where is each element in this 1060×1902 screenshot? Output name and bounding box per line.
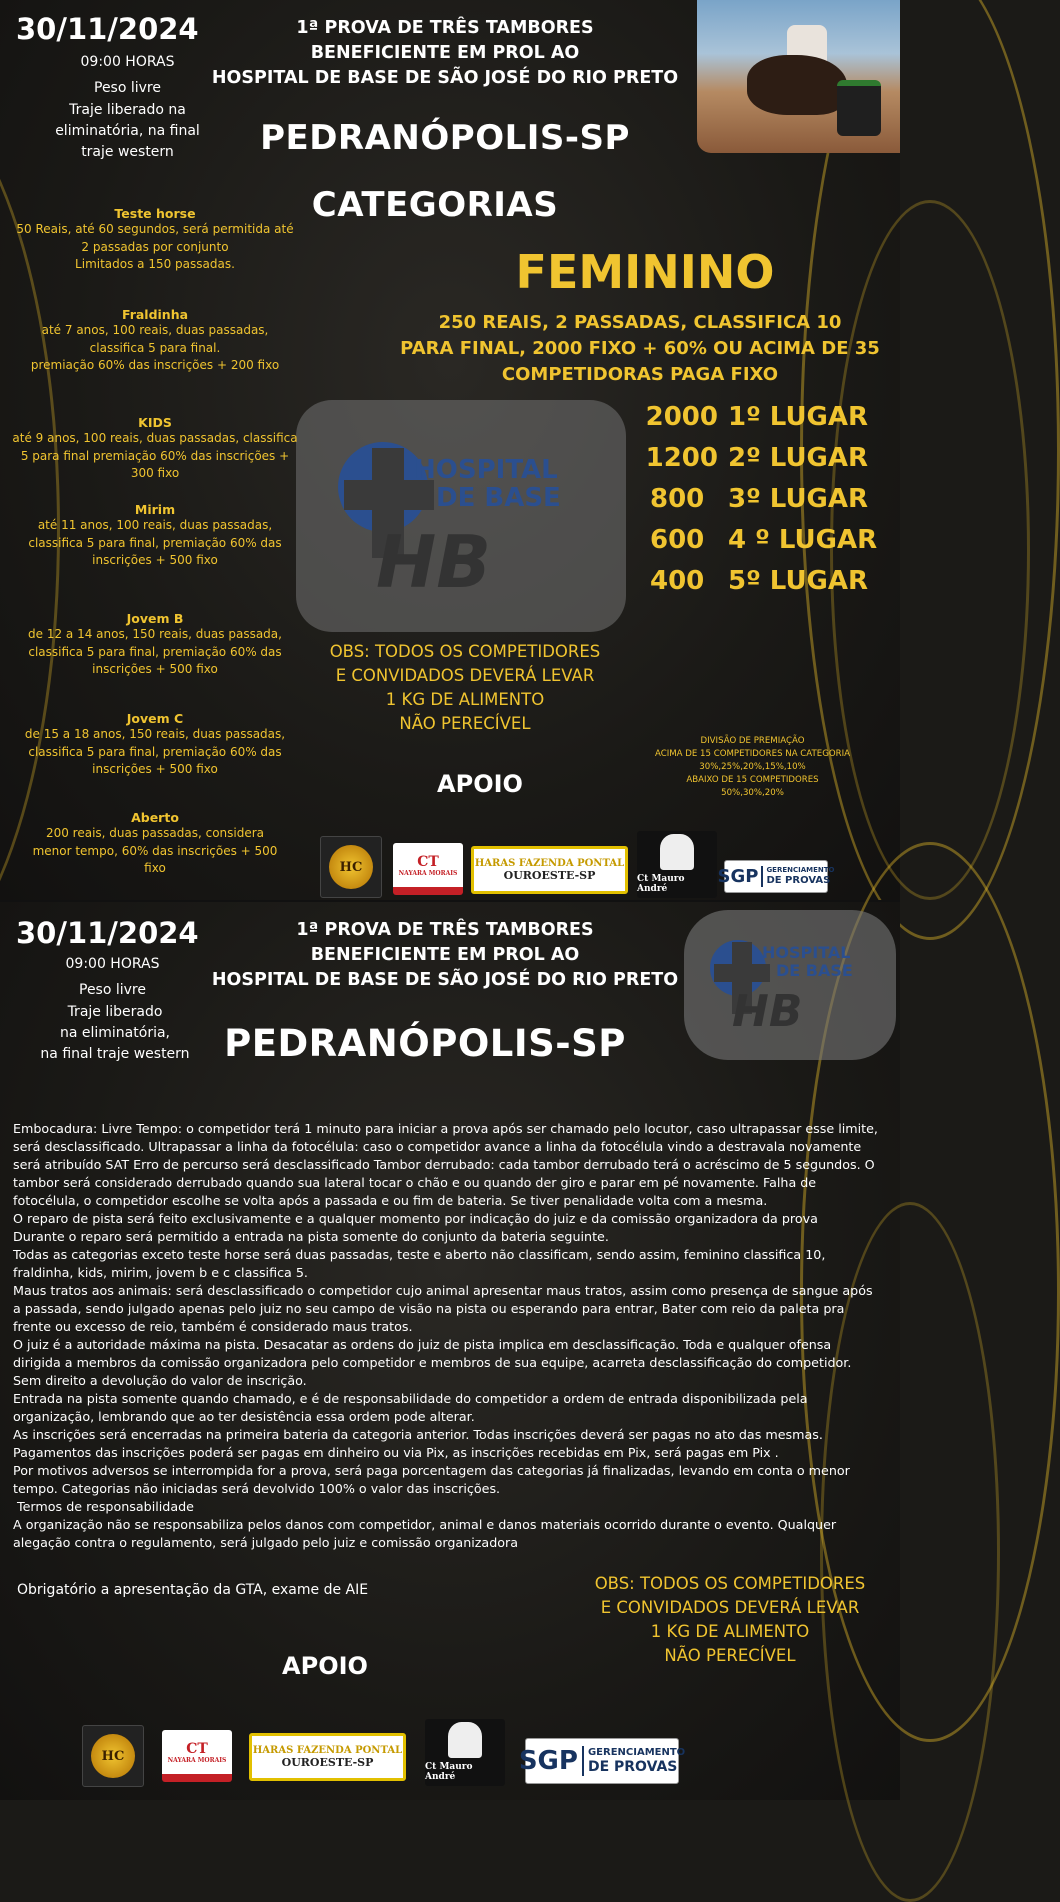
rule-paragraph: O juiz é a autoridade máxima na pista. Desacatar as ordens do juiz de pista implica em desclassificação. Toda e qualquer ofensa dirigida a membros da comissão organizadora pelo competidor e membros de sua equipe, acarreta desclassificação do competidor. Sem direito a devolução do valor de inscrição. bbox=[13, 1337, 852, 1388]
weight-rule: Peso livre bbox=[94, 80, 161, 96]
gta-requirement: Obrigatório a apresentação da GTA, exame de AIE bbox=[17, 1582, 369, 1598]
haras-fazenda-pontal-logo: HARAS FAZENDA PONTAL OUROESTE-SP bbox=[249, 1733, 406, 1781]
hospital-logo-panel bbox=[296, 400, 626, 632]
category-kids: KIDS até 9 anos, 100 reais, duas passadas, classifica 5 para final premiação 60% das inscrições + 300 fixo bbox=[12, 415, 298, 480]
attire-rule: Traje liberado na eliminatória, na final traje western bbox=[55, 102, 200, 160]
barrel-racer-photo bbox=[697, 0, 900, 153]
category-mirim: Mirim até 11 anos, 100 reais, duas passadas, classifica 5 para final, premiação 60% das inscrições + 500 fixo bbox=[28, 502, 282, 567]
regulation-text bbox=[13, 1120, 879, 1552]
rule-paragraph: Por motivos adversos se interrompida for a prova, será paga porcentagem das categorias já finalizadas, levando em conta o menor tempo. Categorias não iniciadas será devolvido 100% o valor das inscrições. bbox=[13, 1463, 850, 1496]
event-date: 30/11/2024 bbox=[16, 916, 199, 950]
rule-paragraph: Entrada na pista somente quando chamado, e é de responsabilidade do competidor a ordem de entrada disponibilizada pela organização, lembrando que ao ter desistência essa ordem pode alterar. bbox=[13, 1391, 808, 1424]
prize-row: 800 3º LUGAR bbox=[650, 483, 869, 514]
weight-rule: Peso livre bbox=[79, 982, 146, 998]
category-teste-horse: Teste horse 50 Reais, até 60 segundos, será permitida até 2 passadas por conjunto Limitados a 150 passadas. bbox=[16, 206, 294, 271]
sgp-logo: SGP GERENCIAMENTO DE PROVAS bbox=[724, 860, 828, 893]
event-header: 1ª PROVA DE TRÊS TAMBORES BENEFICIENTE EM PROL AO HOSPITAL DE BASE DE SÃO JOSÉ DO RIO PRETO bbox=[211, 920, 679, 990]
prize-row: 1200 2º LUGAR bbox=[645, 442, 869, 473]
feminino-description: 250 REAIS, 2 PASSADAS, CLASSIFICA 10 PARA FINAL, 2000 FIXO + 60% OU ACIMA DE 35 COMPETIDORAS PAGA FIXO bbox=[400, 312, 880, 385]
apoio-title: APOIO bbox=[437, 770, 523, 798]
rule-paragraph: Maus tratos aos animais: será desclassificado o competidor cujo animal apresentar maus tratos, assim como presença de sangue após a passada, sendo julgado apenas pelo juiz no seu campo de visão na pista ou esperando para entrar, Bater com reio da paleta pra frente ou excesso de reio, também é considerado maus tratos. bbox=[13, 1283, 873, 1334]
poster-rules bbox=[0, 900, 900, 1800]
prize-row: 2000 1º LUGAR bbox=[645, 401, 869, 432]
rule-paragraph: Todas as categorias exceto teste horse será duas passadas, teste e aberto não classificam, sendo assim, feminino classifica 10, fraldinha, kids, mirim, jovem b e c classifica 5. bbox=[13, 1247, 826, 1280]
barrel-icon bbox=[837, 80, 881, 136]
rule-paragraph: As inscrições será encerradas na primeira bateria da categoria anterior. Todas inscrições deverá ser pagas no ato das mesmas. Pagamentos das inscrições poderá ser pagas em dinheiro ou via Pix, as inscrições recebidas em Pix, será pagas em Pix . bbox=[13, 1427, 823, 1460]
rule-paragraph: Termos de responsabilidade bbox=[13, 1499, 194, 1514]
category-fraldinha: Fraldinha até 7 anos, 100 reais, duas passadas, classifica 5 para final. premiação 60% das inscrições + 200 fixo bbox=[30, 307, 280, 372]
rule-paragraph: A organização não se responsabiliza pelos danos com competidor, animal e danos materiais ocorrido durante o evento. Qualquer alegação contra o regulamento, será julgado pelo juiz e comissão organizadora bbox=[13, 1517, 837, 1550]
rule-paragraph: O reparo de pista será feito exclusivamente e a qualquer momento por indicação do juiz e da comissão organizadora da prova bbox=[13, 1211, 818, 1226]
obs-notice: OBS: TODOS OS COMPETIDORES E CONVIDADOS DEVERÁ LEVAR 1 KG DE ALIMENTO NÃO PERECÍVEL bbox=[329, 642, 601, 733]
horse-rider-icon bbox=[660, 834, 694, 870]
category-aberto: Aberto 200 reais, duas passadas, considera menor tempo, 60% das inscrições + 500 fixo bbox=[32, 810, 278, 875]
sgp-logo: SGP GERENCIAMENTO DE PROVAS bbox=[525, 1738, 679, 1784]
hb-monogram: HB bbox=[376, 520, 492, 604]
ct-nayara-morais-logo: CT NAYARA MORAIS bbox=[162, 1730, 232, 1782]
city-title: PEDRANÓPOLIS-SP bbox=[224, 1022, 626, 1065]
event-date: 30/11/2024 bbox=[16, 12, 199, 46]
horse-rider-icon bbox=[448, 1722, 482, 1758]
obs-notice: OBS: TODOS OS COMPETIDORES E CONVIDADOS DEVERÁ LEVAR 1 KG DE ALIMENTO NÃO PERECÍVEL bbox=[594, 1574, 866, 1665]
feminino-title: FEMININO bbox=[515, 245, 775, 299]
ct-mauro-andre-logo: Ct Mauro André bbox=[425, 1719, 505, 1786]
category-jovem-c: Jovem C de 15 a 18 anos, 150 reais, duas passadas, classifica 5 para final, premiação 60% das inscrições + 500 fixo bbox=[24, 711, 286, 776]
rule-paragraph: Embocadura: Livre Tempo: o competidor terá 1 minuto para iniciar a prova após ser chamado pelo locutor, caso ultrapassar esse limite, será desclassificado. Ultrapassar a linha da fotocélula: caso o competidor avance a linha da fotocélula vindo a destravala novamente será atribuído SAT Erro de percurso será desclassificado Tambor derrubado: cada tambor derrubado terá o acréscimo de 5 segundos. O tambor será considerado derrubado quando sua lateral tocar o chão e ou quando der giro e parar em pé novamente. Falha de fotocélula, o competidor escolhe se volta após a passada e ou fim de bateria. Se tiver penalidade volta com a mesma. bbox=[13, 1121, 878, 1208]
horse-icon bbox=[747, 55, 847, 115]
event-header: 1ª PROVA DE TRÊS TAMBORES BENEFICIENTE EM PROL AO HOSPITAL DE BASE DE SÃO JOSÉ DO RIO PRETO bbox=[211, 18, 679, 88]
hc-logo: HC bbox=[320, 836, 382, 898]
haras-fazenda-pontal-logo: HARAS FAZENDA PONTAL OUROESTE-SP bbox=[471, 846, 628, 894]
hospital-logo-panel bbox=[684, 910, 896, 1060]
attire-rule: Traje liberado na eliminatória, na final traje western bbox=[40, 1004, 190, 1062]
rule-paragraph: Durante o reparo será permitido a entrada na pista somente do conjunto da bateria seguinte. bbox=[13, 1229, 609, 1244]
poster-categories bbox=[0, 0, 900, 900]
ct-nayara-morais-logo: CT NAYARA MORAIS bbox=[393, 843, 463, 895]
apoio-title: APOIO bbox=[282, 1652, 368, 1680]
category-jovem-b: Jovem B de 12 a 14 anos, 150 reais, duas passada, classifica 5 para final, premiação 60% das inscrições + 500 fixo bbox=[28, 611, 282, 676]
prize-row: 400 5º LUGAR bbox=[650, 565, 869, 596]
hospital-name: HOSPITAL DE BASE bbox=[762, 943, 853, 980]
event-time: 09:00 HORAS bbox=[65, 956, 160, 972]
hospital-name: HOSPITAL DE BASE bbox=[414, 455, 561, 513]
event-time: 09:00 HORAS bbox=[80, 54, 175, 70]
hc-logo: HC bbox=[82, 1725, 144, 1787]
prize-row: 600 4 º LUGAR bbox=[650, 524, 878, 555]
city-title: PEDRANÓPOLIS-SP bbox=[260, 118, 630, 158]
hb-monogram: HB bbox=[732, 986, 803, 1037]
categories-title: CATEGORIAS bbox=[311, 185, 559, 225]
ct-mauro-andre-logo: Ct Mauro André bbox=[637, 831, 717, 898]
prize-list bbox=[640, 396, 900, 601]
prize-division: DIVISÃO DE PREMIAÇÃO ACIMA DE 15 COMPETIDORES NA CATEGORIA 30%,25%,20%,15%,10% ABAIXO DE 15 COMPETIDORES 50%,30%,20% bbox=[654, 736, 851, 798]
